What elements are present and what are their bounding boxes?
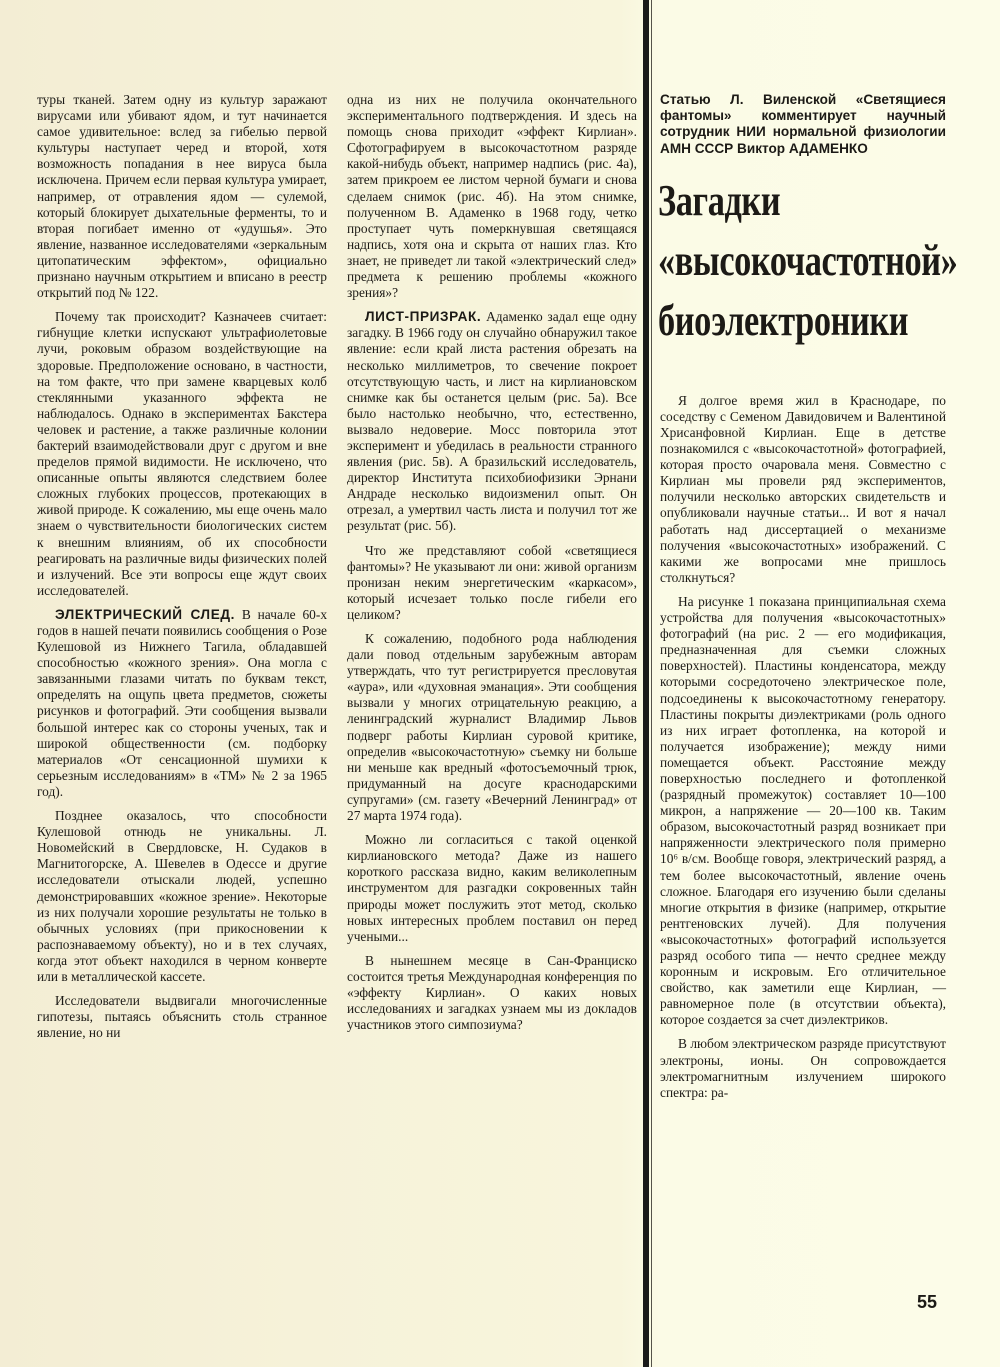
paragraph: Можно ли согласиться с такой оценкой кирлиановского метода? Даже из нашего короткого рассказа видно, каким великолепным инструментом для разгадки сокровенных тайн природы может послужить этот метод, сколько новых интересных проблем поставил он перед учеными... <box>347 832 637 944</box>
paragraph: Что же представляют собой «светящиеся фантомы»? Не указывают ли они: живой организм пронизан неким энергетическим «каркасом», который исчезает только после гибели его целиком? <box>347 542 637 622</box>
headline-line: биоэлектроники <box>658 295 909 345</box>
paragraph: Я долгое время жил в Краснодаре, по соседству с Семеном Давидовичем и Валентиной Хрисанфовной Кирлиан. Еще в детстве познакомился с «высокочастотной» фотографией, которая просто очаровала меня. Совместно с Кирлиан мы провели ряд экспериментов, получили несколько авторских свидетельств и опубликовали научные статьи... И вот я начал работать над диссертацией о механизме получения «высокочастотных» изображений. С какими же вопросами мне пришлось столкнуться? <box>660 392 946 585</box>
paragraph: одна из них не получила окончательного экспериментального подтверждения. И здесь на помощь снова приходит «эффект Кирлиан». Сфотографируем в высокочастотном разряде какой-нибудь объект, например надпись (рис. 4а), затем прикроем ее листом черной бумаги и снова сделаем снимок (рис. 4б). На этом снимке, полученном В. Адаменко в 1968 году, четко проступает чуть померкнувшая светящаяся надпись, хотя она и скрыта от наших глаз. Кто знает, не приведет ли такой «электрический след» предмета к решению проблемы «кожного зрения»? <box>347 92 637 301</box>
column-divider <box>643 0 649 1367</box>
paragraph: К сожалению, подобного рода наблюдения дали повод отдельным зарубежным авторам утверждать, что тут регистрируется пресловутая «аура», или «духовная эманация». Эти сообщения вызвали у многих отрицательную реакцию, а ленинградский журналист Владимир Львов подверг работы Кирлиан суровой критике, определив «высокочастотную» съемку ни больше ни меньше как вредный «фотосъемочный трюк, придуманный на досуге краснодарскими супругами» (см. газету «Вечерний Ленинград» от 27 марта 1974 года). <box>347 631 637 824</box>
column-middle <box>347 92 637 1041</box>
section-text: Адаменко задал еще одну загадку. В 1966 году он случайно обнаружил такое явление: если край листа растения обрезать на несколько миллиметров, то свечение покроет отсутствующую часть, и лист на кирлиановском снимке как бы останется целым (рис. 5а). Все было настолько необычно, что, естественно, вызвало недоверие. Мосс повторила этот эксперимент и убедилась в реальности странного явления (рис. 5в). А бразильский исследователь, директор Института психобиофизики Эрнани Андраде несколько видоизменил опыт. Он отрезал, а умертвил часть листа и получил тот же результат (рис. 5б). <box>347 309 637 534</box>
article-intro: Статью Л. Виленской «Светящиеся фантомы» комментирует научный сотрудник НИИ нормальной физиологии АМН СССР Виктор АДАМЕНКО <box>660 92 946 156</box>
paragraph: В любом электрическом разряде присутствуют электроны, ионы. Он сопровождается электромагнитным излучением широкого спектра: ра- <box>660 1036 946 1100</box>
section-heading-electric-trace: ЭЛЕКТРИЧЕСКИЙ СЛЕД. <box>55 606 236 622</box>
column-right <box>658 92 958 1109</box>
paragraph: Позднее оказалось, что способности Кулешовой отнюдь не уникальны. Л. Новомейский в Свердловске, Н. Судаков в Магнитогорске, А. Шевелев в Одессе и другие исследователи отыскали людей, успешно демонстрировавших «кожное зрение». Некоторые из них получали хорошие результаты не только в обычных условиях (при прикосновении к распознаваемому объекту), но и в тех случаях, когда этот объект находился в черном конверте или в металлической кассете. <box>37 808 327 984</box>
article-headline <box>658 171 958 351</box>
section-paragraph-electric-trace <box>37 607 327 800</box>
page-number: 55 <box>917 1292 938 1312</box>
paragraph: Исследователи выдвигали многочисленные гипотезы, пытаясь объяснить столь странное явление, но ни <box>37 993 327 1041</box>
headline-line: Загадки <box>658 175 781 225</box>
column-divider-thin <box>651 0 652 1367</box>
paragraph: Почему так происходит? Казначеев считает: гибнущие клетки испускают ультрафиолетовые лучи, роковым образом воздействующие на здоровые. Предположение основано, в частности, на том факте, что при замене кварцевых колб стеклянными указанного эффекта не наблюдалось. Однако в экспериментах Бакстера человек и растение, а также различные колонии бактерий взаимодействовали друг с другом и вне пределов прямой видимости. Не исключено, что описанные опыты являются следствием более сложных глубоких процессов, протекающих в живой природе. К сожалению, мы еще очень мало знаем о чувствительности биологических систем к внешним влияниям, об их способности реагировать на различные виды физических полей и излучений. Все эти вопросы еще ждут своих исследователей. <box>37 309 327 598</box>
section-heading-ghost-leaf: ЛИСТ-ПРИЗРАК. <box>365 309 482 325</box>
paragraph: В нынешнем месяце в Сан-Франциско состоится третья Международная конференция по «эффекту Кирлиан». О каких новых исследованиях и загадках узнаем мы из докладов участников этого симпозиума? <box>347 952 637 1033</box>
section-paragraph-ghost-leaf <box>347 309 637 534</box>
headline-line: «высокочастотной» <box>658 235 958 285</box>
section-text: В начале 60-х годов в нашей печати появились сообщения о Розе Кулешовой из Нижнего Тагила, обладавшей способностью «кожного зрения». Она могла с завязанными глазами читать по буквам текст, определять на ощупь цвета предметов, сюжеты рисунков и фотографий. Эти сообщения вызвали большой интерес как со стороны ученых, так и широкой общественности (см. подборку материалов «От сенсационной шумихи к серьезным исследованиям» в «ТМ» № 2 за 1965 год). <box>37 606 328 799</box>
paragraph: туры тканей. Затем одну из культур заражают вирусами или убивают ядом, и тут начинается самое удивительное: вслед за гибелью первой культуры наступает черед и второй, хотя возможность попадания в нее вируса была исключена. Причем если первая культура умирает, например, от отравления ядом — сулемой, который блокирует дыхательные ферменты, то и вторая погибает именно от «удушья». Это явление, названное исследователями «зеркальным цитопатическим эффектом», официально признано научным открытием и вписано в реестр открытий под № 122. <box>37 92 327 301</box>
paragraph: На рисунке 1 показана принципиальная схема устройства для получения «высокочастотных» фотографий (на рис. 2 — его модификация, предназначенная для съемки сложных поверхностей). Пластины конденсатора, между которыми сосредоточено электрическое поле, подсоединены к высокочастотному генератору. Пластины покрыты диэлектриками (роль одного из них играет фотопленка, на которой и получается изображение); между ними помещается объект. Расстояние между поверхностью последнего и фотопленкой (разрядный промежуток) составляет 10—100 микрон, а напряжение — 20—100 кв. Таким образом, высокочастотный разряд возникает при напряженности электрического поля примерно 10⁶ в/см. Вообще говоря, электрический разряд, а тем более высокочастотный, явление очень сложное. Благодаря его изучению были сделаны многие открытия в физике (например, открытие рентгеновских лучей). Для получения «высокочастотных» фотографий используется разряд особого типа — нечто среднее между коронным и искровым. Его отличительное свойство, как заметили еще Кирлиан, — равномерное поле (в отсутствии объекта), которое создается за счет диэлектриков. <box>660 593 946 1028</box>
column-left <box>37 92 327 1049</box>
